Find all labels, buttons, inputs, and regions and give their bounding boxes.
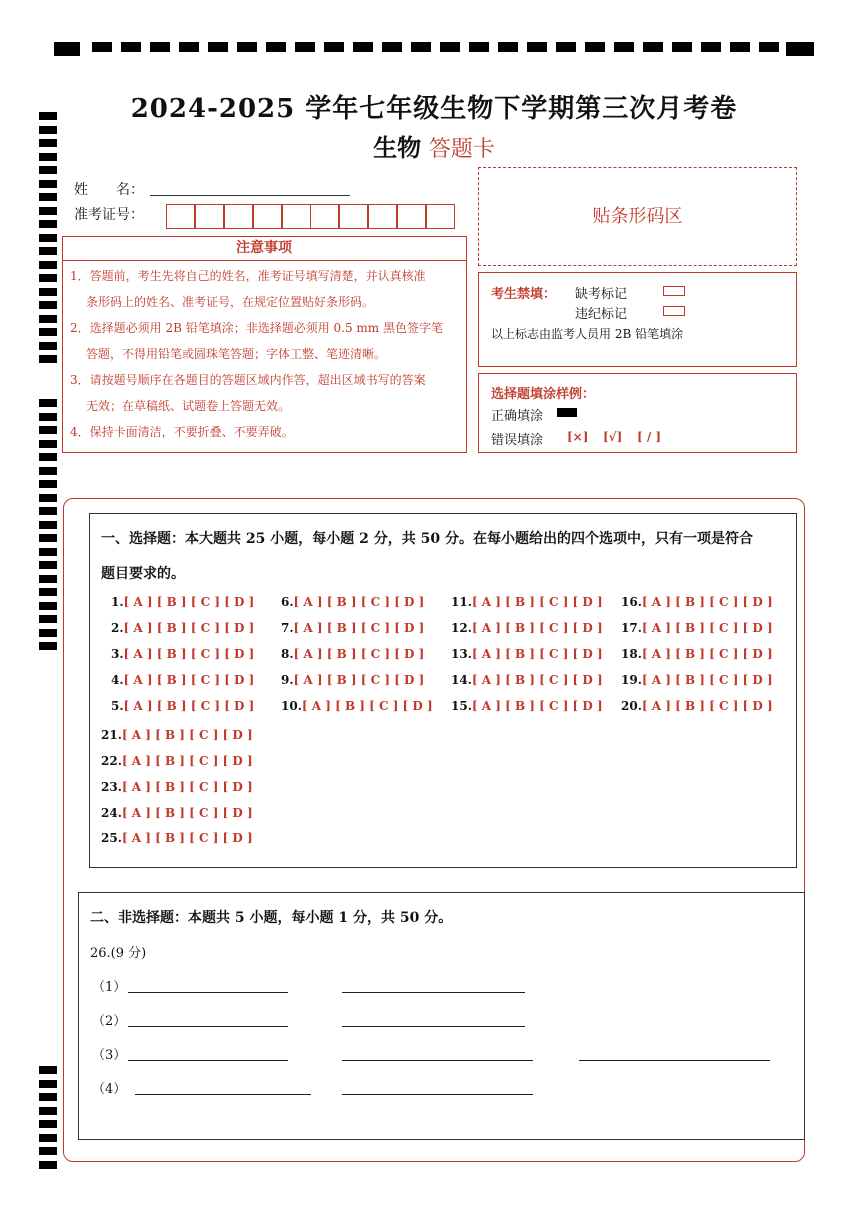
choice-question — [451, 699, 603, 713]
timing-mark — [39, 288, 57, 296]
question-number: 21. — [101, 728, 122, 742]
timing-mark — [39, 166, 57, 174]
choice-question — [101, 754, 253, 768]
timing-mark — [39, 494, 57, 502]
name-label: 姓 名： — [74, 182, 144, 198]
notice-line: 无效；在草稿纸、试题卷上答题无效。 — [86, 399, 291, 413]
answer-line[interactable] — [342, 1060, 533, 1061]
timing-mark — [39, 1107, 57, 1115]
question-number: 15. — [451, 699, 472, 713]
question-number: 24. — [101, 806, 122, 820]
section2-heading: 二、非选择题：本题共 5 小题，每小题 1 分，共 50 分。 — [90, 910, 453, 926]
timing-mark — [39, 193, 57, 201]
barcode-label: 贴条形码区 — [592, 206, 683, 227]
choice-question — [621, 595, 773, 609]
q26-label: 26.(9 分) — [90, 946, 147, 961]
answer-options[interactable]: [ A ] [ B ] [ C ] [ D ] — [471, 673, 603, 687]
answer-options[interactable]: [ A ] [ B ] [ C ] [ D ] — [123, 647, 255, 661]
choice-question — [111, 595, 254, 609]
timing-mark — [39, 315, 57, 323]
timing-mark — [39, 1134, 57, 1142]
answer-line[interactable] — [128, 1060, 288, 1061]
timing-mark — [39, 180, 57, 188]
section1-heading-cont: 题目要求的。 — [101, 566, 185, 582]
wrong-mark-slash: [ / ] — [637, 430, 662, 444]
timing-mark — [39, 274, 57, 282]
question-number: 13. — [451, 647, 472, 661]
choice-question — [621, 673, 773, 687]
choice-question — [281, 647, 424, 661]
timing-mark — [39, 534, 57, 542]
timing-mark — [39, 467, 57, 475]
question-number: 25. — [101, 831, 122, 845]
answer-options[interactable]: [ A ] [ B ] [ C ] [ D ] — [293, 595, 425, 609]
notice-line: 1．答题前，考生先将自己的姓名，准考证号填写清楚，并认真核准 — [70, 269, 426, 283]
absent-mark[interactable] — [663, 286, 685, 296]
timing-mark — [39, 575, 57, 583]
correct-fill-mark — [557, 408, 577, 417]
question-number: 2. — [111, 621, 124, 635]
timing-mark — [39, 1161, 57, 1169]
answer-options[interactable]: [ A ] [ B ] [ C ] [ D ] — [123, 673, 255, 687]
answer-options[interactable]: [ A ] [ B ] [ C ] [ D ] — [123, 595, 255, 609]
choice-question — [451, 621, 603, 635]
wrong-mark-x: [×] — [567, 430, 589, 444]
answer-options[interactable]: [ A ] [ B ] [ C ] [ D ] — [301, 699, 433, 713]
choice-question — [101, 728, 253, 742]
name-input-line[interactable] — [150, 195, 350, 196]
answer-options[interactable]: [ A ] [ B ] [ C ] [ D ] — [641, 673, 773, 687]
timing-mark — [39, 561, 57, 569]
choice-question — [621, 647, 773, 661]
question-number: 3. — [111, 647, 124, 661]
notice-line: 条形码上的姓名、准考证号，在规定位置贴好条形码。 — [86, 295, 375, 309]
answer-line[interactable] — [342, 992, 525, 993]
question-number: 20. — [621, 699, 642, 713]
timing-mark — [39, 247, 57, 255]
subject-label: 生物 — [373, 133, 422, 162]
notice-line: 2．选择题必须用 2B 铅笔填涂；非选择题必须用 0.5 mm 黑色签字笔 — [70, 321, 444, 335]
question-number: 17. — [621, 621, 642, 635]
part-label: （3） — [92, 1048, 127, 1063]
question-number: 9. — [281, 673, 294, 687]
violation-label: 违纪标记 — [575, 307, 628, 322]
part-label: （4） — [92, 1082, 127, 1097]
answer-options[interactable]: [ A ] [ B ] [ C ] [ D ] — [471, 621, 603, 635]
timing-mark — [39, 642, 57, 650]
answer-options[interactable]: [ A ] [ B ] [ C ] [ D ] — [641, 595, 773, 609]
question-number: 14. — [451, 673, 472, 687]
answer-options[interactable]: [ A ] [ B ] [ C ] [ D ] — [471, 595, 603, 609]
choice-question — [451, 647, 603, 661]
timing-mark — [39, 615, 57, 623]
notice-line: 4．保持卡面清洁，不要折叠、不要弄破。 — [70, 425, 294, 439]
timing-mark — [39, 234, 57, 242]
answer-line[interactable] — [342, 1026, 525, 1027]
question-number: 8. — [281, 647, 294, 661]
timing-mark — [39, 521, 57, 529]
answer-options[interactable]: [ A ] [ B ] [ C ] [ D ] — [293, 621, 425, 635]
timing-mark — [39, 629, 57, 637]
choice-question — [111, 647, 254, 661]
part-label: （1） — [92, 980, 127, 995]
card-label: 答题卡 — [428, 137, 495, 162]
id-label: 准考证号： — [74, 207, 144, 223]
timing-mark — [39, 261, 57, 269]
choice-question — [101, 780, 253, 794]
answer-line[interactable] — [128, 1026, 288, 1027]
answer-line[interactable] — [128, 992, 288, 993]
timing-mark — [39, 301, 57, 309]
section1-heading: 一、选择题：本大题共 25 小题，每小题 2 分，共 50 分。在每小题给出的四个选项中，只有一项是符合 — [101, 531, 753, 547]
question-number: 16. — [621, 595, 642, 609]
fill-example-title: 选择题填涂样例： — [491, 387, 596, 402]
question-number: 6. — [281, 595, 294, 609]
timing-mark — [39, 1066, 57, 1074]
answer-options[interactable]: [ A ] [ B ] [ C ] [ D ] — [471, 647, 603, 661]
notice-line: 3．请按题号顺序在各题目的答题区域内作答，超出区域书写的答案 — [70, 373, 426, 387]
timing-mark — [39, 588, 57, 596]
prohibit-box — [478, 272, 797, 367]
question-number: 7. — [281, 621, 294, 635]
answer-options[interactable]: [ A ] [ B ] [ C ] [ D ] — [121, 780, 253, 794]
timing-mark — [39, 220, 57, 228]
choice-question — [281, 595, 424, 609]
timing-mark — [39, 548, 57, 556]
answer-line[interactable] — [579, 1060, 770, 1061]
answer-options[interactable]: [ A ] [ B ] [ C ] [ D ] — [641, 699, 773, 713]
answer-options[interactable]: [ A ] [ B ] [ C ] [ D ] — [641, 621, 773, 635]
timing-mark — [39, 507, 57, 515]
exam-title: 2024-2025 学年七年级生物下学期第三次月考卷 — [130, 94, 738, 124]
barcode-area — [478, 167, 797, 266]
timing-mark — [39, 1093, 57, 1101]
timing-mark — [39, 399, 57, 407]
subtitle — [0, 128, 868, 163]
notice-line: 答题，不得用铅笔或圆珠笔答题；字体工整、笔迹清晰。 — [86, 347, 387, 361]
timing-mark — [39, 426, 57, 434]
timing-mark — [39, 328, 57, 336]
timing-mark — [39, 453, 57, 461]
question-number: 18. — [621, 647, 642, 661]
question-number: 4. — [111, 673, 124, 687]
answer-options[interactable]: [ A ] [ B ] [ C ] [ D ] — [123, 699, 255, 713]
timing-mark — [39, 1080, 57, 1088]
prohibit-label: 考生禁填： — [491, 287, 557, 302]
wrong-mark-check: [√] — [603, 430, 623, 444]
answer-options[interactable]: [ A ] [ B ] [ C ] [ D ] — [293, 673, 425, 687]
timing-mark — [39, 355, 57, 363]
question-number: 5. — [111, 699, 124, 713]
choice-question — [621, 621, 773, 635]
timing-mark — [39, 1147, 57, 1155]
answer-options[interactable]: [ A ] [ B ] [ C ] [ D ] — [121, 806, 253, 820]
question-number: 19. — [621, 673, 642, 687]
fill-example-box — [478, 373, 797, 453]
question-number: 1. — [111, 595, 124, 609]
absent-label: 缺考标记 — [575, 287, 628, 302]
answer-line[interactable] — [135, 1094, 311, 1095]
choice-question — [281, 621, 424, 635]
choice-question — [111, 621, 254, 635]
answer-options[interactable]: [ A ] [ B ] [ C ] [ D ] — [121, 831, 253, 845]
timing-mark — [39, 342, 57, 350]
timing-mark — [39, 480, 57, 488]
question-number: 10. — [281, 699, 302, 713]
answer-line[interactable] — [342, 1094, 533, 1095]
timing-mark — [39, 413, 57, 421]
notice-title: 注意事项 — [62, 236, 466, 261]
wrong-fill-label: 错误填涂 — [491, 433, 544, 448]
prohibit-note: 以上标志由监考人员用 2B 铅笔填涂 — [491, 327, 684, 341]
question-number: 23. — [101, 780, 122, 794]
choice-question — [281, 673, 424, 687]
answer-options[interactable]: [ A ] [ B ] [ C ] [ D ] — [121, 728, 253, 742]
question-number: 12. — [451, 621, 472, 635]
choice-question — [281, 699, 433, 713]
answer-options[interactable]: [ A ] [ B ] [ C ] [ D ] — [641, 647, 773, 661]
section2-box — [78, 892, 805, 1140]
answer-options[interactable]: [ A ] [ B ] [ C ] [ D ] — [471, 699, 603, 713]
choice-question — [451, 673, 603, 687]
correct-fill-label: 正确填涂 — [491, 409, 544, 424]
timing-mark — [39, 602, 57, 610]
part-label: （2） — [92, 1014, 127, 1029]
choice-question — [101, 831, 253, 845]
choice-question — [451, 595, 603, 609]
question-number: 22. — [101, 754, 122, 768]
violation-mark[interactable] — [663, 306, 685, 316]
timing-mark — [39, 1120, 57, 1128]
choice-question — [621, 699, 773, 713]
timing-mark — [39, 207, 57, 215]
answer-options[interactable]: [ A ] [ B ] [ C ] [ D ] — [293, 647, 425, 661]
timing-mark — [39, 440, 57, 448]
question-number: 11. — [451, 595, 472, 609]
choice-question — [101, 806, 253, 820]
choice-question — [111, 673, 254, 687]
choice-question — [111, 699, 254, 713]
answer-options[interactable]: [ A ] [ B ] [ C ] [ D ] — [123, 621, 255, 635]
answer-options[interactable]: [ A ] [ B ] [ C ] [ D ] — [121, 754, 253, 768]
